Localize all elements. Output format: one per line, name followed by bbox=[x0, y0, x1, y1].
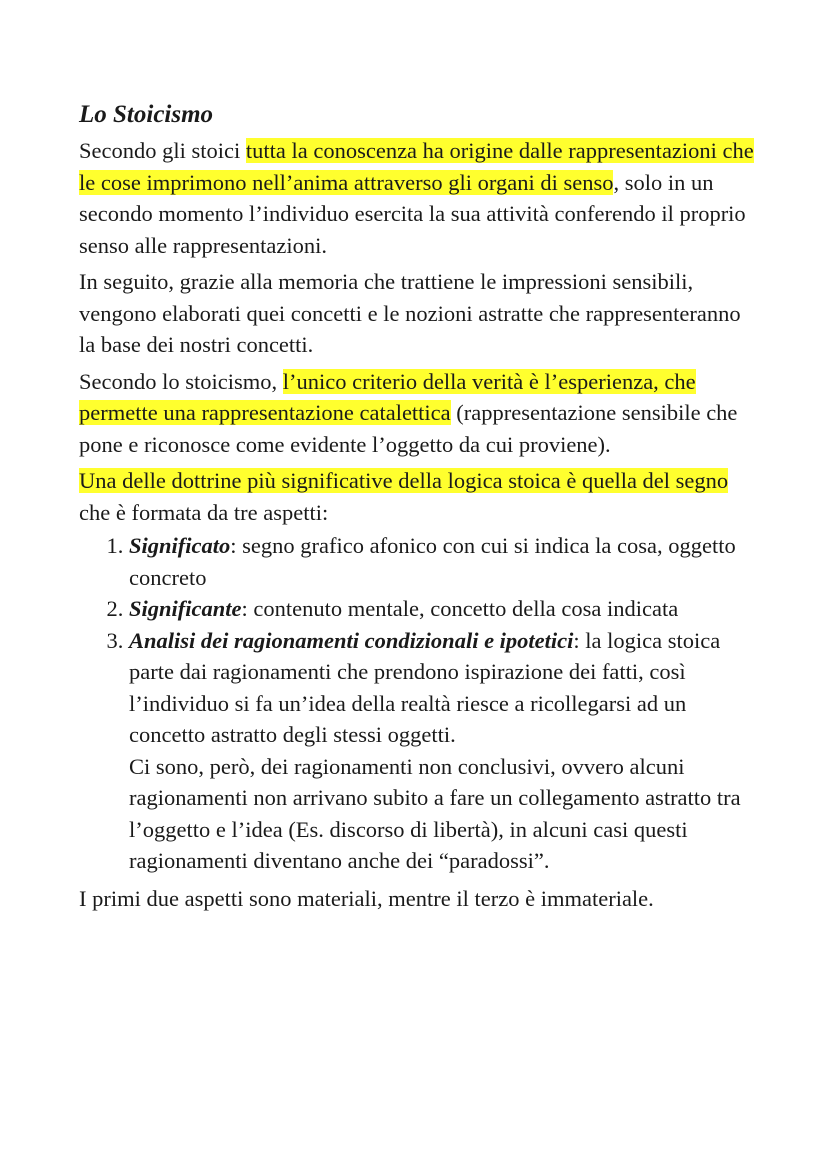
paragraph-1 bbox=[79, 135, 759, 261]
paragraph-1-text-a: Secondo gli stoici bbox=[79, 138, 246, 163]
aspects-list bbox=[79, 530, 759, 877]
document-page bbox=[79, 97, 759, 919]
paragraph-4 bbox=[79, 465, 759, 528]
paragraph-1-text-b: , solo in un secondo momento l’individuo esercita la sua attività conferendo il proprio senso alle rappresentazioni. bbox=[79, 169, 746, 258]
paragraph-3-highlight: l’unico criterio della verità è l’esperienza, che permette una rappresentazione catalettica bbox=[79, 368, 696, 425]
paragraph-1-highlight: tutta la conoscenza ha origine dalle rappresentazioni che le cose imprimono nell’anima attraverso gli organi di senso bbox=[79, 138, 754, 195]
list-item-text: : segno grafico afonico con cui si indica la cosa, oggetto concreto bbox=[129, 533, 736, 590]
list-item-term: Significante bbox=[129, 596, 242, 621]
paragraph-2: In seguito, grazie alla memoria che trattiene le impressioni sensibili, vengono elaborati quei concetti e le nozioni astratte che rappresenteranno la base dei nostri concetti. bbox=[79, 269, 741, 357]
list-item bbox=[129, 625, 759, 877]
document-title: Lo Stoicismo bbox=[79, 101, 214, 128]
list-item-term: Significato bbox=[129, 533, 231, 558]
list-item bbox=[129, 530, 759, 593]
paragraph-5: I primi due aspetti sono materiali, mentre il terzo è immateriale. bbox=[79, 885, 654, 911]
paragraph-4-highlight: Una delle dottrine più significative della logica stoica è quella del segno bbox=[79, 468, 729, 493]
paragraph-4-text-b: che è formata da tre aspetti: bbox=[79, 499, 329, 525]
paragraph-3-text-b: (rappresentazione sensibile che pone e riconosce come evidente l’oggetto da cui proviene). bbox=[79, 400, 738, 457]
list-item-text: : la logica stoica parte dai ragionamenti che prendono ispirazione dei fatti, così l’individuo si fa un’idea della realtà riesce a ricollegarsi ad un concetto astratto degli stessi oggetti. bbox=[129, 627, 721, 747]
list-item-text-continued: Ci sono, però, dei ragionamenti non conclusivi, ovvero alcuni ragionamenti non arrivano subito a fare un collegamento astratto tra l’oggetto e l’idea (Es. discorso di libertà), in alcuni casi questi ragionamenti diventano anche dei “paradossi”. bbox=[129, 753, 741, 873]
list-item-term: Analisi dei ragionamenti condizionali e ipotetici bbox=[129, 627, 574, 653]
paragraph-3-text-a: Secondo lo stoicismo, bbox=[79, 368, 283, 394]
list-item bbox=[129, 593, 759, 625]
list-item-text: : contenuto mentale, concetto della cosa indicata bbox=[241, 596, 679, 621]
paragraph-3 bbox=[79, 366, 759, 461]
